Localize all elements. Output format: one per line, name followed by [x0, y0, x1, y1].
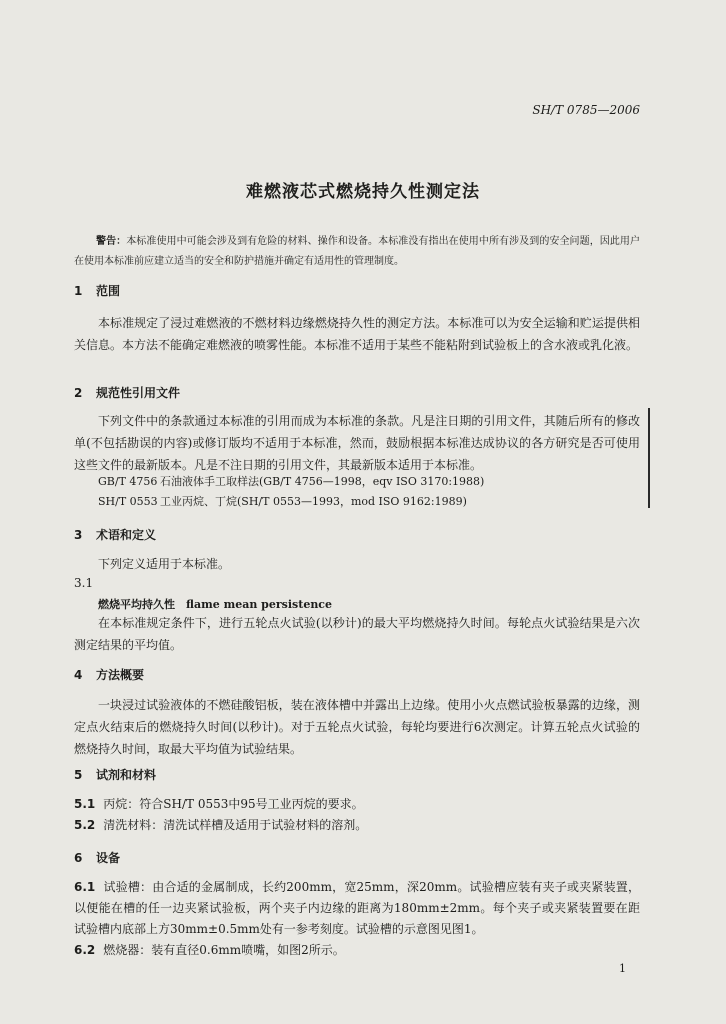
section-2-text: 下列文件中的条款通过本标准的引用而成为本标准的条款。凡是注日期的引用文件，其随后所有的修改单(不包括勘误的内容)或修订版均不适用于本标准，然而，鼓励根据本标准达成协议的各方研究是否可使用这些文件的最新版本。凡是不注日期的引用文件，其最新版本适用于本标准。	[74, 414, 640, 472]
list-item: 6.2 燃烧器：装有直径0.6mm喷嘴，如图2所示。	[74, 943, 345, 957]
section-4-text: 一块浸过试验液体的不燃硅酸铝板，装在液体槽中并露出上边缘。使用小火点燃试验板暴露的边缘，测定点火结束后的燃烧持久时间(以秒计)。对于五轮点火试验，每轮均要进行6次测定。计算五轮点火试验的燃烧持久时间，取最大平均值为试验结果。	[74, 698, 640, 756]
section-3-heading: 3 术语和定义	[74, 528, 157, 542]
section-2-heading: 2 规范性引用文件	[74, 386, 181, 400]
section-5-heading: 5 试剂和材料	[74, 768, 157, 782]
standard-code: SH/T 0785—2006	[532, 103, 640, 117]
section-3-intro: 下列定义适用于本标准。	[98, 557, 231, 571]
warning-label: 警告：	[96, 236, 127, 247]
revision-bar	[648, 408, 650, 508]
reference-item: SH/T 0553 工业丙烷、丁烷(SH/T 0553—1993，mod ISO 9162:1989)	[98, 495, 467, 508]
page-number: 1	[619, 962, 626, 975]
list-item: 6.1 试验槽：由合适的金属制成，长约200mm，宽25mm，深20mm。试验槽应装有夹子或夹紧装置，以便能在槽的任一边夹紧试验板，两个夹子内边缘的距离为180mm±2mm。每个夹子或夹紧装置要在距试验槽内底部上方30mm±0.5mm处有一参考刻度。试验槽的示意图见图1。	[74, 880, 640, 936]
section-1-heading: 1 范围	[74, 284, 121, 298]
section-6-heading: 6 设备	[74, 851, 121, 865]
reference-item: GB/T 4756 石油液体手工取样法(GB/T 4756—1998，eqv ISO 3170:1988)	[98, 475, 485, 488]
list-item: 5.1 丙烷：符合SH/T 0553中95号工业丙烷的要求。	[74, 797, 364, 811]
term-name: 燃烧平均持久性 flame mean persistence	[98, 598, 333, 611]
list-item: 5.2 清洗材料：清洗试样槽及适用于试验材料的溶剂。	[74, 818, 368, 832]
term-definition: 在本标准规定条件下，进行五轮点火试验(以秒计)的最大平均燃烧持久时间。每轮点火试验结果是六次测定结果的平均值。	[74, 616, 640, 652]
subsection-3-1-number: 3.1	[74, 576, 94, 590]
document-title: 难燃液芯式燃烧持久性测定法	[246, 182, 480, 202]
warning-paragraph	[74, 232, 640, 272]
section-4-heading: 4 方法概要	[74, 668, 145, 682]
warning-text: 本标准使用中可能会涉及到有危险的材料、操作和设备。本标准没有指出在使用中所有涉及到的安全问题，因此用户在使用本标准前应建立适当的安全和防护措施并确定有适用性的管理制度。	[74, 236, 641, 267]
section-1-text: 本标准规定了浸过难燃液的不燃材料边缘燃烧持久性的测定方法。本标准可以为安全运输和贮运提供相关信息。本方法不能确定难燃液的喷雾性能。本标准不适用于某些不能粘附到试验板上的含水液或乳化液。	[74, 316, 640, 352]
